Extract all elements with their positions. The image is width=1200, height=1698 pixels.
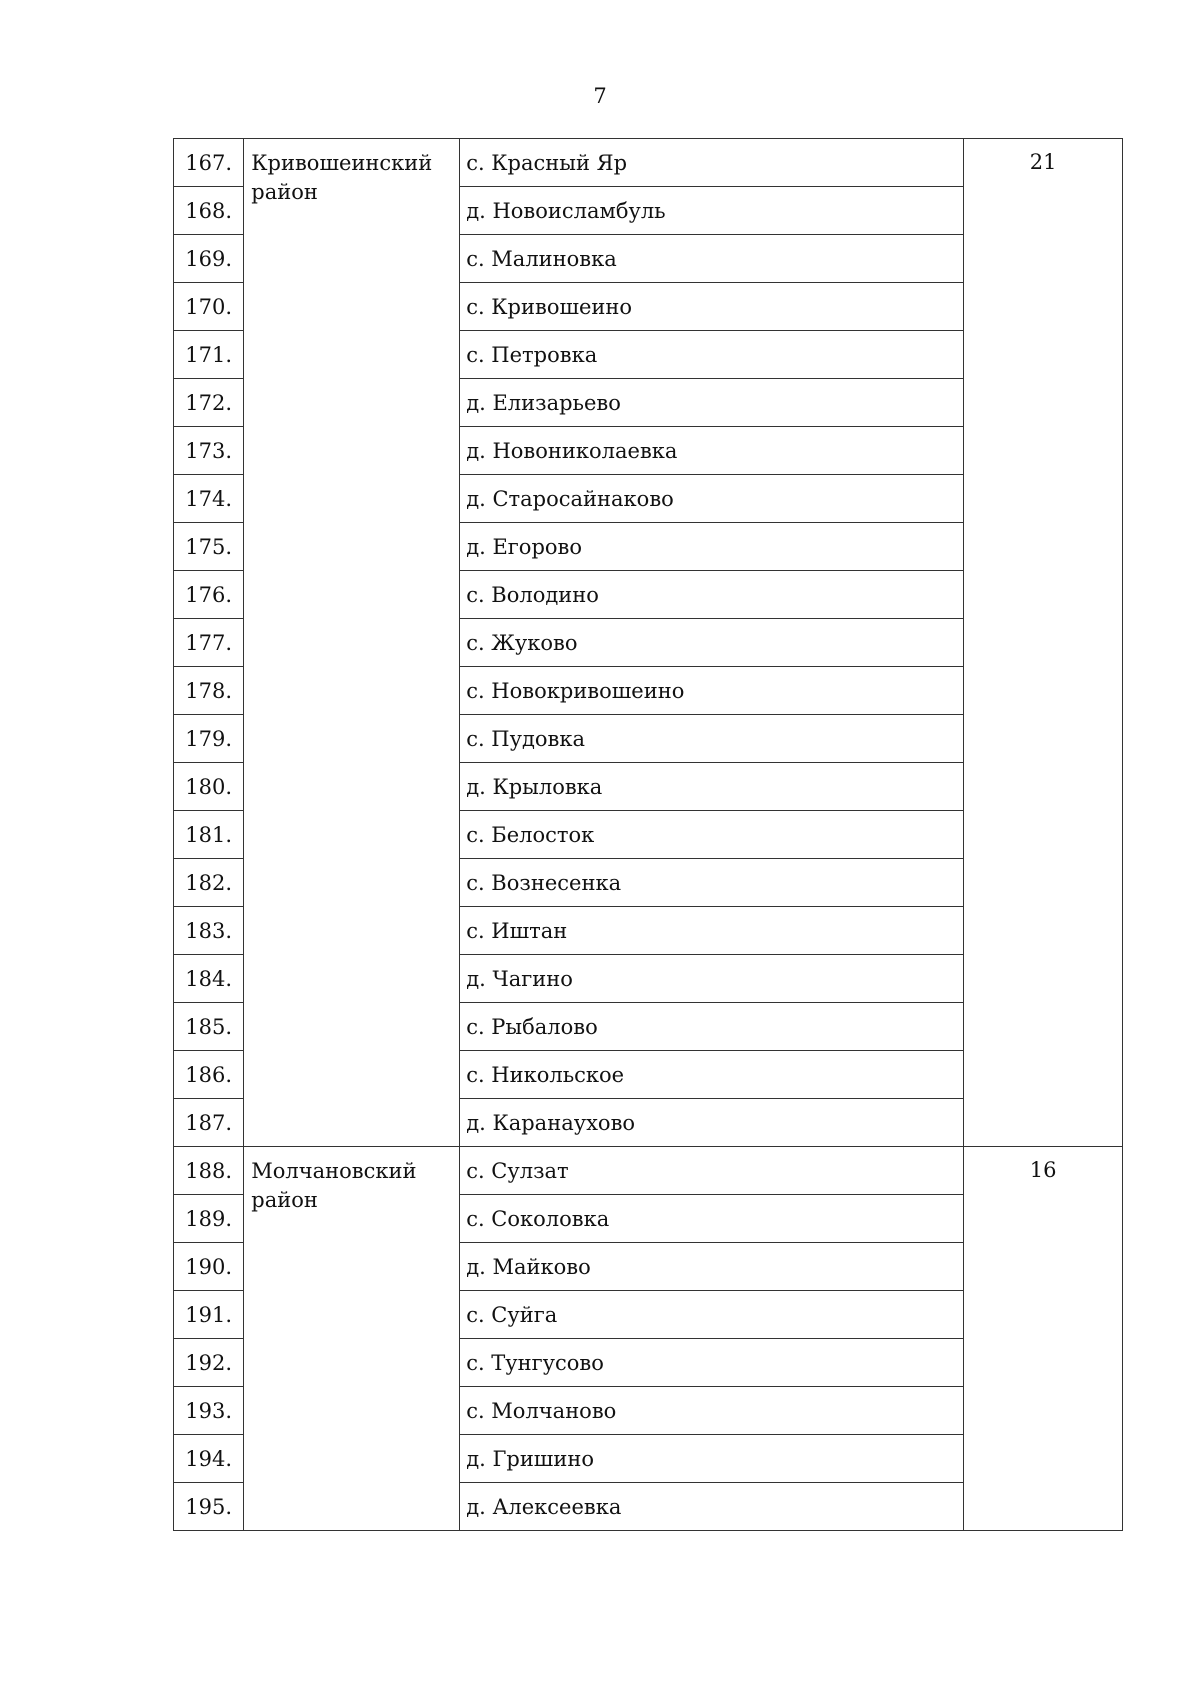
settlement-name: с. Сулзат xyxy=(460,1147,964,1195)
row-number: 174. xyxy=(174,475,244,523)
row-number: 167. xyxy=(174,139,244,187)
settlement-name: с. Иштан xyxy=(460,907,964,955)
row-number: 176. xyxy=(174,571,244,619)
district-name: Кривошеинский район xyxy=(244,139,460,1147)
settlement-name: д. Егорово xyxy=(460,523,964,571)
settlement-name: с. Молчаново xyxy=(460,1387,964,1435)
row-number: 168. xyxy=(174,187,244,235)
district-count: 16 xyxy=(964,1147,1123,1531)
settlement-name: д. Новоисламбуль xyxy=(460,187,964,235)
row-number: 179. xyxy=(174,715,244,763)
settlement-name: с. Володино xyxy=(460,571,964,619)
row-number: 194. xyxy=(174,1435,244,1483)
district-name: Молчановский район xyxy=(244,1147,460,1531)
page-number: 7 xyxy=(593,84,607,108)
settlement-name: с. Красный Яр xyxy=(460,139,964,187)
row-number: 171. xyxy=(174,331,244,379)
settlement-name: с. Кривошеино xyxy=(460,283,964,331)
row-number: 190. xyxy=(174,1243,244,1291)
row-number: 173. xyxy=(174,427,244,475)
settlement-name: с. Тунгусово xyxy=(460,1339,964,1387)
table-row xyxy=(174,1147,1123,1195)
settlement-name: д. Елизарьево xyxy=(460,379,964,427)
settlement-name: с. Петровка xyxy=(460,331,964,379)
settlement-name: с. Малиновка xyxy=(460,235,964,283)
settlement-name: с. Суйга xyxy=(460,1291,964,1339)
settlement-name: с. Жуково xyxy=(460,619,964,667)
district-count: 21 xyxy=(964,139,1123,1147)
row-number: 177. xyxy=(174,619,244,667)
settlement-name: д. Гришино xyxy=(460,1435,964,1483)
row-number: 169. xyxy=(174,235,244,283)
settlement-name: д. Новониколаевка xyxy=(460,427,964,475)
settlement-name: с. Никольское xyxy=(460,1051,964,1099)
settlement-name: д. Алексеевка xyxy=(460,1483,964,1531)
settlements-table-body xyxy=(174,139,1123,1531)
settlement-name: д. Чагино xyxy=(460,955,964,1003)
settlements-table xyxy=(173,138,1123,1531)
settlement-name: с. Белосток xyxy=(460,811,964,859)
settlement-name: с. Пудовка xyxy=(460,715,964,763)
settlement-name: д. Каранаухово xyxy=(460,1099,964,1147)
row-number: 192. xyxy=(174,1339,244,1387)
table-row xyxy=(174,139,1123,187)
settlement-name: д. Крыловка xyxy=(460,763,964,811)
row-number: 195. xyxy=(174,1483,244,1531)
settlement-name: с. Рыбалово xyxy=(460,1003,964,1051)
row-number: 172. xyxy=(174,379,244,427)
settlement-name: с. Новокривошеино xyxy=(460,667,964,715)
row-number: 170. xyxy=(174,283,244,331)
row-number: 185. xyxy=(174,1003,244,1051)
row-number: 193. xyxy=(174,1387,244,1435)
row-number: 182. xyxy=(174,859,244,907)
row-number: 181. xyxy=(174,811,244,859)
row-number: 178. xyxy=(174,667,244,715)
settlement-name: д. Майково xyxy=(460,1243,964,1291)
settlement-name: с. Соколовка xyxy=(460,1195,964,1243)
row-number: 180. xyxy=(174,763,244,811)
row-number: 187. xyxy=(174,1099,244,1147)
row-number: 175. xyxy=(174,523,244,571)
row-number: 191. xyxy=(174,1291,244,1339)
row-number: 183. xyxy=(174,907,244,955)
settlement-name: д. Старосайнаково xyxy=(460,475,964,523)
row-number: 184. xyxy=(174,955,244,1003)
row-number: 189. xyxy=(174,1195,244,1243)
row-number: 188. xyxy=(174,1147,244,1195)
row-number: 186. xyxy=(174,1051,244,1099)
settlement-name: с. Вознесенка xyxy=(460,859,964,907)
